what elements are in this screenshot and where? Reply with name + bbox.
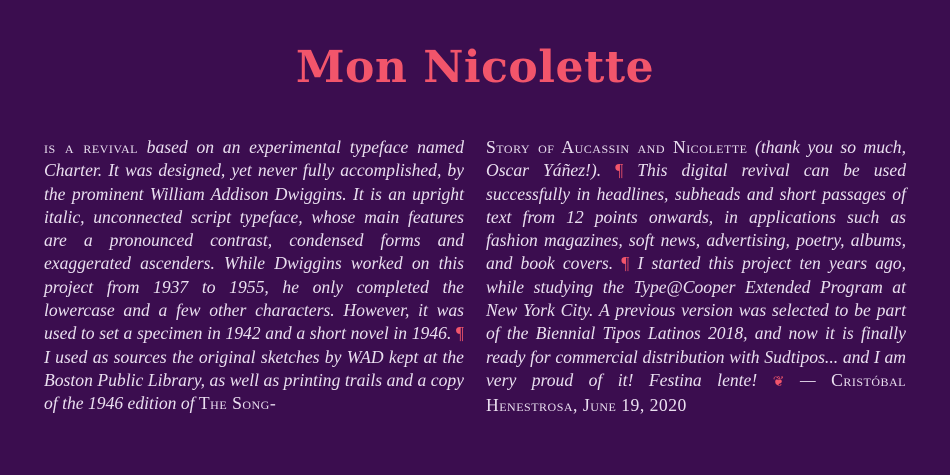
page-title: Mon Nicolette: [295, 42, 655, 93]
right-paragraph-1: (thank you so much, Oscar Yáñez!).: [486, 137, 907, 181]
right-column-text: [486, 136, 906, 418]
left-column-text: [44, 136, 464, 416]
right-paragraph-2: This digital revival can be used successfully in headlines, subheads and short passages of text from 12 points onwards, in applications such as fashion magazines, soft news, advertising, poetry, albums, and book covers.: [486, 160, 907, 274]
signature-dash: —: [784, 369, 832, 390]
fleuron-icon: ❦: [772, 374, 785, 390]
pilcrow-icon: ¶: [456, 323, 464, 344]
left-paragraph-1: based on an experimental typeface named Charter. It was designed, yet never fully accomplished, by the prominent William Addison Dwiggins. It is an upright italic, unconnected script typeface, whose main features are a pronounced contrast, condensed forms and exaggerated ascenders. While Dwiggins worked on this project from 1937 to 1955, he only completed the lowercase and a few other characters. However, it was used to set a specimen in 1942 and a short novel in 1946.: [44, 137, 464, 344]
signature-smallcaps: Cristóbal Henestrosa, June 19, 2020: [486, 369, 906, 416]
pilcrow-icon: ¶: [621, 253, 630, 274]
right-paragraph-3: I started this project ten years ago, while studying the Type@Cooper Extended Program at New York City. A previous version was selected to be part of the Biennial Tipos Latinos 2018, and now it is finally ready for commercial distribution with Sudtipos... and I am very proud of it! Festina lente!: [486, 253, 906, 390]
book-title-end-smallcaps: Story of Aucassin and Nicolette: [486, 137, 748, 157]
intro-smallcaps: is a revival: [44, 137, 138, 157]
pilcrow-icon: ¶: [615, 160, 624, 181]
book-title-start-smallcaps: The Song-: [198, 393, 277, 414]
left-paragraph-2: I used as sources the original sketches by WAD kept at the Boston Public Library, as well as printing trails and a copy of the 1946 edition of: [44, 346, 464, 414]
